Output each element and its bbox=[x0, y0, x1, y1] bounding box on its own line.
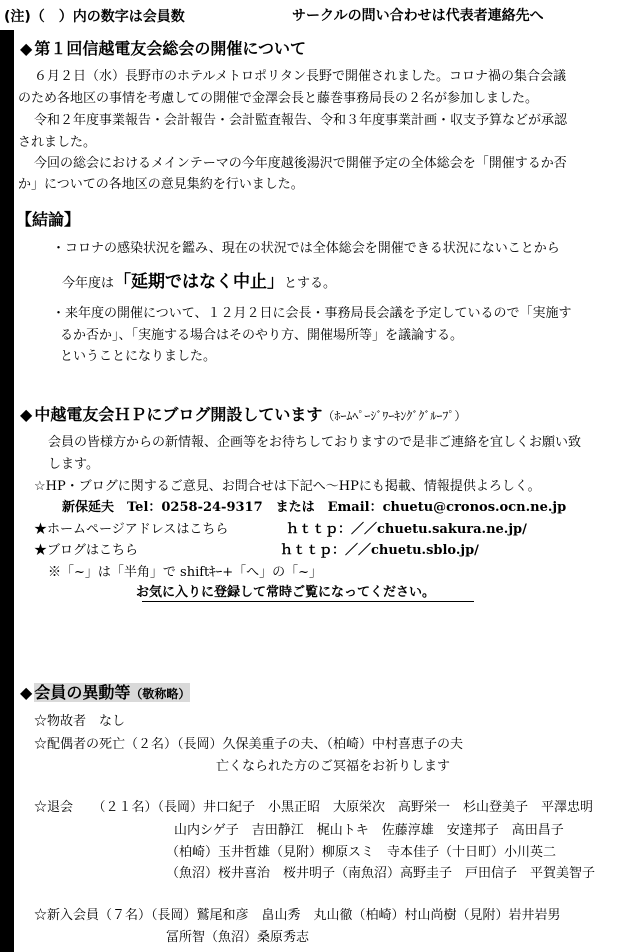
section-member-changes-title: ◆ 会員の異動等（敬称略） bbox=[20, 683, 191, 702]
paragraph-line: のため各地区の事情を考慮しての開催で金澤会長と藤巻事務局長の２名が参加しました。 bbox=[18, 91, 539, 106]
contact-line: 新保延夫 Tel：0258-24-9317 または Email：chuetu@cronos.ocn.ne.jp bbox=[62, 500, 567, 515]
blog-line: ★ブログはこちら ｈｔｔｐ：／／chuetu.sblo.jp/ bbox=[34, 543, 479, 558]
withdrawal-line: （柏崎）玉井哲雄（見附）柳原スミ 寺本佳子（十日町）小川英二 bbox=[166, 845, 557, 860]
conclusion-label: 【結論】 bbox=[16, 210, 81, 229]
paragraph-line: か」についての各地区の意見集約を行いました。 bbox=[18, 177, 304, 192]
decision-emphasis: 「延期ではなく中止」 bbox=[114, 272, 285, 292]
section-general-meeting-title: ◆ 第１回信越電友会総会の開催について bbox=[20, 39, 306, 58]
circle-contact-note: サークルの問い合わせは代表者連絡先へ bbox=[292, 8, 544, 24]
decision-line: 今年度は「延期ではなく中止」とする。 bbox=[62, 272, 337, 292]
paragraph-line: します。 bbox=[48, 457, 99, 472]
conclusion-bullet: ・来年度の開催について、１２月２日に会長・事務局長会議を予定しているので「実施す bbox=[52, 306, 572, 321]
homepage-url[interactable]: ｈｔｔｐ：／／chuetu.sakura.ne.jp/ bbox=[286, 522, 527, 537]
top-note bbox=[0, 0, 627, 30]
paragraph-line: 今回の総会におけるメインテーマの今年度越後湯沢で開催予定の全体総会を「開催するか否 bbox=[34, 156, 567, 171]
left-margin-bar bbox=[0, 30, 14, 952]
diamond-bullet-icon: ◆ bbox=[20, 683, 33, 702]
withdrawal-line: （魚沼）桜井喜治 桜井明子（南魚沼）高野圭子 戸田信子 平賀美智子 bbox=[166, 866, 596, 881]
tilde-note: ※「~」は「半角」で shiftｷｰ+「へ」の「~」 bbox=[48, 565, 323, 580]
deceased-line: ☆物故者 なし bbox=[34, 714, 126, 729]
bookmark-note: お気に入りに登録して常時ご覧になってください。 bbox=[136, 585, 436, 600]
paragraph-line: 令和２年度事業報告・会計報告・会計監査報告、令和３年度事業計画・収支予算などが承認 bbox=[34, 113, 568, 128]
paragraph-line: るか否か」、「実施する場合はそのやり方、開催場所等」を議論する。 bbox=[60, 328, 464, 343]
diamond-bullet-icon: ◆ bbox=[20, 39, 33, 58]
paragraph-line: 会員の皆様方からの新情報、企画等をお待ちしておりますので是非ご連絡を宜しくお願い致 bbox=[48, 435, 582, 450]
paragraph-line: ということになりました。 bbox=[60, 349, 217, 364]
document-body bbox=[14, 30, 627, 952]
homepage-line: ★ホームページアドレスはこちら ｈｔｔｐ：／／chuetu.sakura.ne.jp/ bbox=[34, 522, 527, 537]
bookmark-underline bbox=[142, 601, 474, 602]
withdrawal-line: ☆退会 （２１名）（長岡）井口紀子 小黒正昭 大原栄次 高野栄一 杉山登美子 平澤忠明 bbox=[34, 800, 594, 815]
blog-url[interactable]: ｈｔｔｐ：／／chuetu.sblo.jp/ bbox=[280, 543, 479, 558]
section-blog-title: ◆ 中越電友会ＨＰにブログ開設しています（ﾎｰﾑﾍﾟｰｼﾞﾜｰｷﾝｸﾞｸﾞﾙｰﾌﾟ） bbox=[20, 405, 467, 424]
withdrawal-line: 山内シゲ子 吉田静江 梶山トキ 佐藤淳雄 安達邦子 高田昌子 bbox=[174, 823, 564, 838]
conclusion-bullet: ・コロナの感染状況を鑑み、現在の状況では全体総会を開催できる状況にないことから bbox=[52, 241, 560, 256]
inquiry-line: ☆HP・ブログに関するご意見、お問合せは下記へ～HPにも掲載、情報提供よろしく。 bbox=[34, 479, 541, 494]
paragraph-line: ６月２日（水）長野市のホテルメトロポリタン長野で開催されました。コロナ禍の集合会議 bbox=[34, 69, 566, 84]
new-members-line: ☆新入会員（７名）（長岡）鷲尾和彦 畠山秀 丸山徹（柏崎）村山尚樹（見附）岩井岩男 bbox=[34, 908, 561, 923]
paragraph-line: されました。 bbox=[18, 135, 97, 150]
member-count-note: (注)（ ）内の数字は会員数 bbox=[4, 9, 185, 25]
diamond-bullet-icon: ◆ bbox=[20, 405, 33, 424]
spouse-death-line: ☆配偶者の死亡（２名）（長岡）久保美重子の夫、（柏崎）中村喜恵子の夫 bbox=[34, 737, 464, 752]
new-members-line: 冨所智（魚沼）桑原秀志 bbox=[166, 930, 310, 945]
condolence-line: 亡くなられた方のご冥福をお祈りします bbox=[216, 759, 451, 774]
